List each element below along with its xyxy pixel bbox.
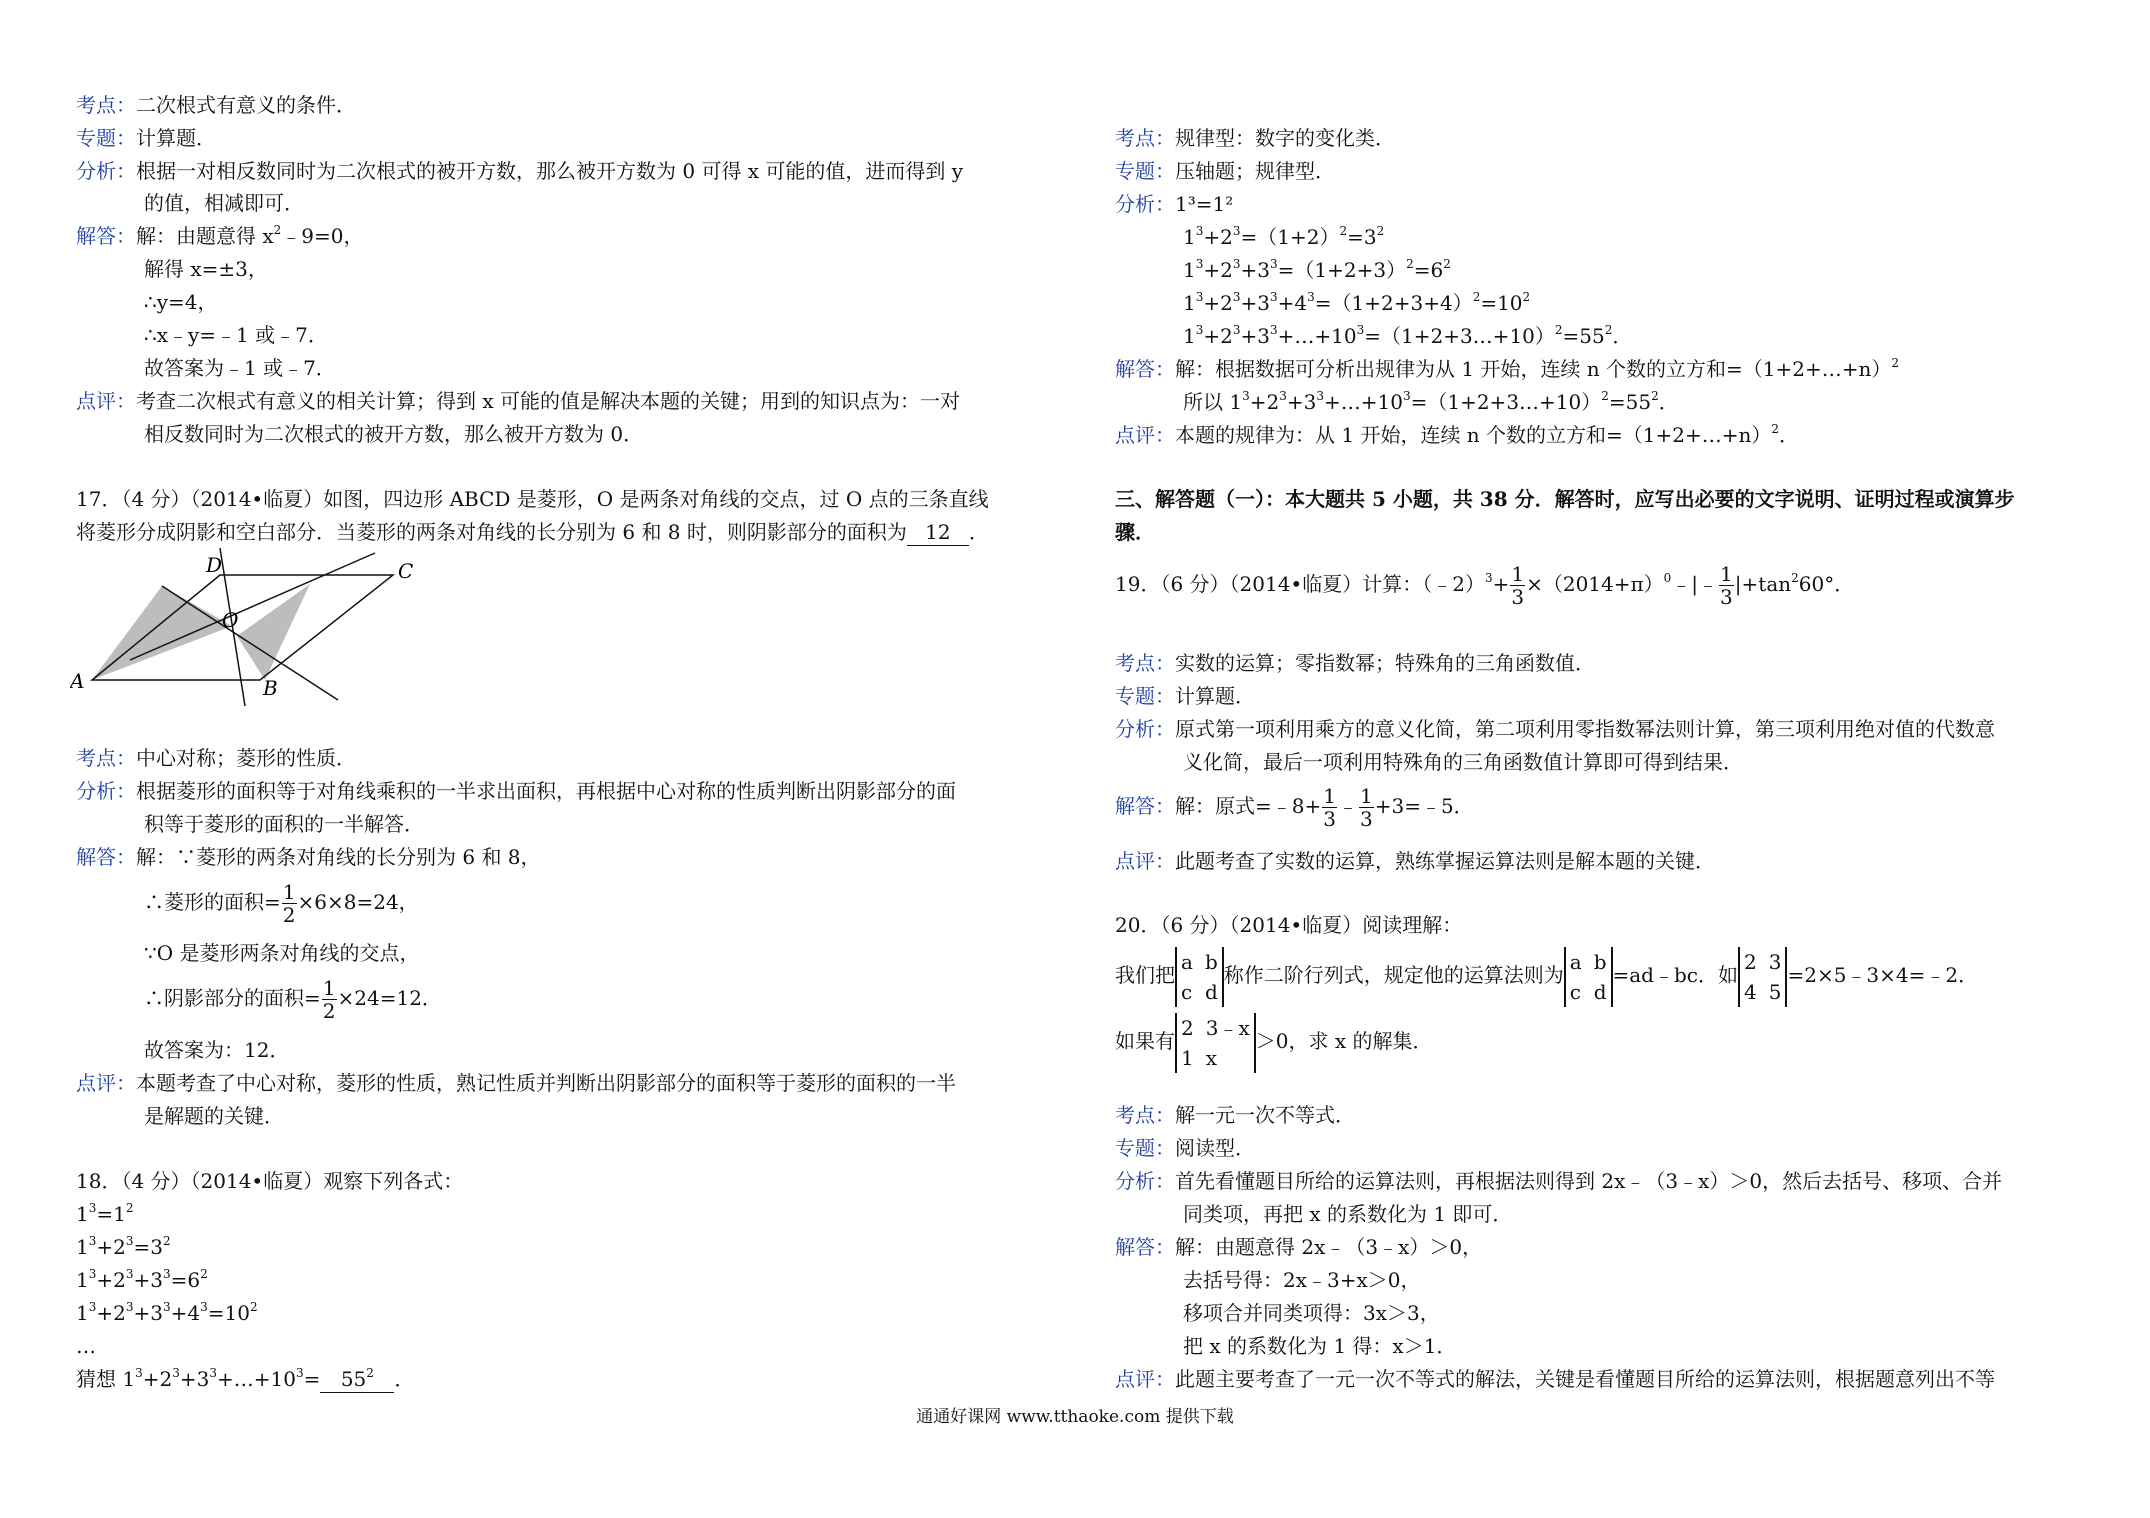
label-zhuanti: 专题：	[1115, 159, 1175, 183]
denominator: 3	[1323, 807, 1336, 831]
text: 计算题．	[1175, 684, 1255, 708]
t: +4	[170, 1301, 201, 1325]
kaodian-row	[1115, 1102, 1355, 1128]
shaded-right	[237, 584, 310, 680]
text: 义化简，最后一项利用特殊角的三角函数值计算即可得到结果．	[1183, 750, 1743, 774]
t: =10	[1480, 291, 1523, 315]
t: ＞0，求 x 的解集．	[1255, 1029, 1433, 1053]
pattern-line-1	[76, 1201, 134, 1227]
q17-text-2	[76, 519, 989, 546]
t: =	[303, 1367, 321, 1391]
vertex-C: C	[398, 559, 414, 583]
t: 1	[1183, 258, 1196, 282]
label-jieda: 解答：	[1115, 1235, 1175, 1259]
t: 猜想 1	[76, 1367, 136, 1391]
sup: 3	[125, 1300, 134, 1314]
sup: 2	[1604, 323, 1613, 337]
fenxi-line-4	[1183, 290, 1530, 316]
sup: 2	[1771, 422, 1780, 436]
guess-line	[76, 1366, 414, 1393]
label-fenxi: 分析：	[1115, 1169, 1175, 1193]
label-dianping: 点评：	[76, 1071, 136, 1095]
t: 60°．	[1798, 572, 1855, 596]
t: +2	[142, 1367, 173, 1391]
cell: x	[1205, 1045, 1218, 1070]
t: +3=﹣5．	[1374, 794, 1474, 818]
sup: 2	[366, 1366, 374, 1380]
text: 实数的运算；零指数幂；特殊角的三角函数值．	[1175, 651, 1595, 675]
t: +2	[96, 1268, 126, 1292]
label-fenxi: 分析：	[1115, 717, 1175, 741]
text: 积等于菱形的面积的一半解答．	[144, 812, 424, 836]
denominator: 2	[282, 903, 296, 927]
t: +	[1492, 572, 1510, 596]
area-formula	[144, 880, 419, 926]
t: +3	[133, 1268, 163, 1292]
text: 二次根式有意义的条件．	[136, 93, 356, 117]
t: +2	[1203, 225, 1233, 249]
q20-determinant-def	[1115, 942, 1978, 1008]
text: ∴菱形的面积=	[144, 890, 281, 914]
text: 1³=1²	[1175, 192, 1234, 216]
t: =（1+2+3…+10）	[1364, 324, 1555, 348]
label-zhuanti: 专题：	[1115, 1136, 1175, 1160]
pattern-line-2	[76, 1234, 171, 1260]
t: +2	[96, 1301, 126, 1325]
t: 如果有	[1115, 1029, 1175, 1053]
t: 1	[1183, 291, 1196, 315]
label-dianping: 点评：	[76, 389, 136, 413]
text: 解：∵菱形的两条对角线的长分别为 6 和 8，	[136, 845, 541, 869]
dianping-row	[1115, 422, 1799, 448]
label-fenxi: 分析：	[76, 159, 136, 183]
t: +2	[1203, 258, 1233, 282]
text: ∵O 是菱形两条对角线的交点，	[144, 941, 420, 965]
q17-text: 17．（4 分）（2014•临夏）如图，四边形 ABCD 是菱形，O 是两条对角线的交点，过 O 点的三条直线	[76, 487, 989, 511]
t: =6	[1413, 258, 1444, 282]
t: 55	[340, 1367, 367, 1391]
fenxi-row	[1115, 191, 1233, 217]
cell: 3	[1768, 949, 1782, 974]
t: 19．（6 分）（2014•临夏）计算：（﹣2）	[1115, 572, 1485, 596]
text: 故答案为﹣1 或﹣7．	[144, 356, 336, 380]
jieda-row	[1115, 784, 1474, 830]
text: ﹣9=0，	[281, 224, 364, 248]
cell: 2	[1181, 1015, 1194, 1040]
sup: 2	[1339, 224, 1348, 238]
ellipsis: …	[76, 1334, 96, 1358]
sup: 3	[1232, 290, 1241, 304]
vertex-A: A	[70, 669, 85, 693]
determinant	[1175, 1013, 1256, 1073]
t: +…+10	[216, 1367, 296, 1391]
t: +3	[133, 1301, 163, 1325]
sup: 2	[1601, 389, 1609, 403]
sup: 3	[1484, 571, 1493, 585]
text: 解：根据数据可分析出规律为从 1 开始，连续 n 个数的立方和=（1+2+…+n）	[1175, 357, 1892, 381]
cell: c	[1181, 979, 1193, 1004]
t: +3	[1240, 291, 1270, 315]
cell: a	[1181, 949, 1193, 974]
label-jieda: 解答：	[76, 845, 136, 869]
text: 解一元一次不等式．	[1175, 1103, 1355, 1127]
t: =3	[1347, 225, 1377, 249]
text: 去括号得：2x﹣3+x＞0，	[1183, 1268, 1421, 1292]
sup: 3	[125, 1267, 134, 1281]
t: =（1+2+3…+10）	[1410, 390, 1602, 414]
text: 此题考查了实数的运算，熟练掌握运算法则是解本题的关键．	[1175, 849, 1715, 873]
label-kaodian: 考点：	[76, 93, 136, 117]
t: 1	[76, 1268, 89, 1292]
fenxi-line-2	[1183, 224, 1384, 250]
zhuanti-row	[1115, 683, 1255, 709]
jieda-line-2	[1183, 389, 1679, 415]
sup: 2	[1522, 290, 1531, 304]
t: 1	[1183, 225, 1196, 249]
t: =55	[1562, 324, 1605, 348]
t: +2	[1203, 291, 1233, 315]
fraction	[1359, 785, 1374, 830]
fraction	[282, 881, 297, 926]
sup: 3	[1195, 257, 1204, 271]
t: 1	[76, 1202, 89, 1226]
text: 压轴题；规律型．	[1175, 159, 1335, 183]
t: +2	[96, 1235, 126, 1259]
cell: a	[1569, 949, 1582, 974]
sup: 3	[1269, 290, 1278, 304]
t: ×（2014+π）	[1526, 572, 1664, 596]
t: +…+10	[1323, 390, 1403, 414]
dianping-row	[1115, 1366, 1995, 1392]
sup: 3	[1356, 323, 1365, 337]
determinant	[1564, 947, 1613, 1007]
cell: 4	[1744, 979, 1757, 1004]
sup: 3	[209, 1366, 217, 1380]
sup: 3	[125, 1234, 134, 1248]
sup: 3	[1195, 224, 1204, 238]
text: ×24=12．	[337, 986, 442, 1010]
text: ∴y=4，	[144, 290, 218, 314]
text: 解：由题意得 2x﹣（3﹣x）＞0，	[1175, 1235, 1483, 1259]
sup: 3	[1232, 323, 1241, 337]
sup: 3	[1279, 389, 1287, 403]
t: +3	[1240, 324, 1270, 348]
t: ．	[1779, 423, 1800, 447]
fenxi-row	[1115, 1168, 2002, 1194]
numerator: 1	[1720, 562, 1733, 586]
text: ．	[968, 520, 989, 544]
sup: 2	[1472, 290, 1481, 304]
sup: 2	[1376, 224, 1385, 238]
label-kaodian: 考点：	[1115, 651, 1175, 675]
t: ﹣	[1337, 794, 1358, 818]
numerator: 1	[1359, 784, 1373, 808]
shaded-left	[92, 586, 232, 680]
t: =1	[96, 1202, 126, 1226]
pattern-line-3	[76, 1267, 208, 1293]
sup: 3	[1269, 257, 1278, 271]
sup: 3	[88, 1234, 97, 1248]
text: 考查二次根式有意义的相关计算；得到 x 可能的值是解决本题的关键；用到的知识点为：一对	[136, 389, 960, 413]
fenxi-row	[1115, 716, 1995, 742]
t: =（1+2+3+4）	[1314, 291, 1473, 315]
cell: c	[1569, 979, 1581, 1004]
fraction	[1322, 785, 1337, 830]
sup: 3	[295, 1366, 304, 1380]
cell: b	[1204, 949, 1218, 974]
numerator: 1	[1511, 562, 1525, 586]
line-3	[162, 586, 338, 700]
numerator: 1	[282, 880, 296, 904]
text: ∴阴影部分的面积=	[144, 986, 321, 1010]
kaodian-row	[76, 92, 356, 118]
t: ．	[1658, 390, 1679, 414]
shaded-area-formula	[144, 976, 442, 1022]
t: 我们把	[1115, 963, 1175, 987]
label-jieda: 解答：	[1115, 794, 1175, 818]
text: 阅读型．	[1175, 1136, 1255, 1160]
t: =（1+2）	[1240, 225, 1340, 249]
t: +3	[1286, 390, 1317, 414]
cell: 3﹣x	[1205, 1015, 1250, 1040]
t: =2×5﹣3×4=﹣2．	[1787, 963, 1979, 987]
text: 解得 x=±3，	[144, 257, 268, 281]
answer-blank: 12	[907, 519, 969, 546]
denominator: 2	[322, 999, 336, 1023]
cell: 2	[1744, 949, 1757, 974]
text: 的值，相减即可．	[144, 191, 304, 215]
numerator: 1	[322, 976, 336, 1000]
answer-blank	[320, 1366, 394, 1393]
section-heading: 三、解答题（一）：本大题共 5 小题，共 38 分．解答时，应写出必要的文字说明、证明过程或演算步	[1115, 487, 2015, 511]
sup: 3	[135, 1366, 143, 1380]
sup: 3	[162, 1300, 171, 1314]
text: 根据一对相反数同时为二次根式的被开方数，那么被开方数为 0 可得 x 可能的值，进而得到 y	[136, 159, 964, 183]
t: 解：原式=﹣8+	[1175, 794, 1322, 818]
determinant	[1738, 947, 1787, 1007]
vertex-D: D	[206, 553, 223, 577]
q19-text	[1115, 562, 1854, 608]
text: 计算题．	[136, 126, 216, 150]
sup: 3	[162, 1267, 171, 1281]
denominator: 3	[1359, 807, 1373, 831]
denominator: 3	[1511, 585, 1525, 609]
label-jieda: 解答：	[1115, 357, 1175, 381]
sup: 3	[172, 1366, 180, 1380]
text: 同类项，再把 x 的系数化为 1 即可．	[1183, 1202, 1513, 1226]
sup: 2	[162, 1234, 171, 1248]
label-dianping: 点评：	[1115, 1367, 1175, 1391]
fenxi-row	[76, 158, 963, 184]
sup: 2	[1891, 356, 1900, 370]
fenxi-line-5	[1183, 323, 1632, 349]
text: 把 x 的系数化为 1 得：x＞1．	[1183, 1334, 1457, 1358]
text: 移项合并同类项得：3x＞3，	[1183, 1301, 1440, 1325]
text: 相反数同时为二次根式的被开方数，那么被开方数为 0．	[144, 422, 644, 446]
sup: 2	[1651, 389, 1659, 403]
sup: 2	[1791, 571, 1799, 585]
t: +…+10	[1277, 324, 1357, 348]
t: +3	[179, 1367, 210, 1391]
t: =3	[133, 1235, 163, 1259]
dianping-row	[76, 1070, 956, 1096]
text: 中心对称；菱形的性质．	[136, 746, 356, 770]
cell: d	[1593, 979, 1607, 1004]
kaodian-row	[1115, 650, 1595, 676]
t: +2	[1249, 390, 1280, 414]
t: ﹣|﹣	[1671, 572, 1719, 596]
label-kaodian: 考点：	[1115, 126, 1175, 150]
sup: 3	[1195, 290, 1204, 304]
label-kaodian: 考点：	[1115, 1103, 1175, 1127]
sup: 0	[1663, 571, 1672, 585]
jieda-row	[76, 844, 541, 870]
cell: b	[1593, 949, 1607, 974]
t: ．	[394, 1367, 415, 1391]
fraction	[1719, 563, 1734, 608]
label-dianping: 点评：	[1115, 423, 1175, 447]
t: =ad﹣bc．如	[1612, 963, 1738, 987]
text: 故答案为：12．	[144, 1038, 290, 1062]
text: 此题主要考查了一元一次不等式的解法，关键是看懂题目所给的运算法则，根据题意列出不等	[1175, 1367, 1995, 1391]
cell: 5	[1768, 979, 1782, 1004]
t: =（1+2+3）	[1277, 258, 1407, 282]
t: 所以 1	[1183, 390, 1243, 414]
t: 1	[76, 1301, 89, 1325]
t: =10	[207, 1301, 250, 1325]
t: =6	[170, 1268, 201, 1292]
rhombus-figure	[70, 548, 430, 708]
t: +2	[1203, 324, 1233, 348]
label-zhuanti: 专题：	[1115, 684, 1175, 708]
q20-condition	[1115, 1008, 1432, 1074]
sup: 3	[1269, 323, 1278, 337]
zhuanti-row	[76, 125, 216, 151]
text: 解：由题意得 x	[136, 224, 274, 248]
dianping-row	[1115, 848, 1715, 874]
label-jieda: 解答：	[76, 224, 136, 248]
fraction	[1510, 563, 1525, 608]
kaodian-row	[76, 745, 356, 771]
t: ．	[1612, 324, 1633, 348]
point-O: O	[222, 608, 239, 632]
t: +4	[1277, 291, 1308, 315]
sup: 3	[1316, 389, 1324, 403]
label-dianping: 点评：	[1115, 849, 1175, 873]
sup: 3	[1242, 389, 1250, 403]
sup: 3	[1402, 389, 1411, 403]
pattern-line-4	[76, 1300, 258, 1326]
q20-text: 20．（6 分）（2014•临夏）阅读理解：	[1115, 913, 1463, 937]
sup: 2	[200, 1267, 208, 1281]
sup: 3	[1307, 290, 1315, 304]
jieda-row	[1115, 1234, 1482, 1260]
label-kaodian: 考点：	[76, 746, 136, 770]
sup: 3	[1232, 224, 1241, 238]
sup: 2	[1554, 323, 1563, 337]
text: 本题的规律为：从 1 开始，连续 n 个数的立方和=（1+2+…+n）	[1175, 423, 1772, 447]
sup: 2	[125, 1201, 134, 1215]
text: 首先看懂题目所给的运算法则，再根据法则得到 2x﹣（3﹣x）＞0，然后去括号、移项、合并	[1175, 1169, 2003, 1193]
t: |+tan	[1734, 572, 1792, 596]
t: 1	[1183, 324, 1196, 348]
sup: 3	[88, 1201, 97, 1215]
t: +3	[1240, 258, 1270, 282]
page-footer: 通通好课网 www.tthaoke.com 提供下载	[916, 1407, 1234, 1427]
text: ×6×8=24，	[297, 890, 419, 914]
text: 根据菱形的面积等于对角线乘积的一半求出面积，再根据中心对称的性质判断出阴影部分的面	[136, 779, 956, 803]
jieda-row	[1115, 356, 1899, 382]
numerator: 1	[1323, 784, 1336, 808]
sup: 3	[1195, 323, 1204, 337]
text: 是解题的关键．	[144, 1104, 284, 1128]
dianping-row	[76, 388, 960, 414]
label-fenxi: 分析：	[1115, 192, 1175, 216]
jieda-row	[76, 223, 364, 249]
cell: 1	[1181, 1045, 1194, 1070]
q18-text: 18．（4 分）（2014•临夏）观察下列各式：	[76, 1169, 464, 1193]
zhuanti-row	[1115, 158, 1335, 184]
text: 原式第一项利用乘方的意义化简，第二项利用零指数幂法则计算，第三项利用绝对值的代数意	[1175, 717, 1995, 741]
zhuanti-row	[1115, 1135, 1255, 1161]
label-zhuanti: 专题：	[76, 126, 136, 150]
sup: 2	[273, 223, 282, 237]
sup: 3	[200, 1300, 208, 1314]
text: ∴x﹣y=﹣1 或﹣7．	[144, 323, 328, 347]
determinant	[1175, 947, 1224, 1007]
t: 称作二阶行列式，规定他的运算法则为	[1223, 963, 1564, 987]
sup: 2	[1443, 257, 1451, 271]
text: 将菱形分成阴影和空白部分．当菱形的两条对角线的长分别为 6 和 8 时，则阴影部分的面积为	[76, 520, 907, 544]
kaodian-row	[1115, 125, 1395, 151]
t: 1	[76, 1235, 89, 1259]
sup: 2	[1406, 257, 1414, 271]
fraction	[322, 977, 337, 1022]
sup: 2	[249, 1300, 258, 1314]
text: 本题考查了中心对称，菱形的性质，熟记性质并判断出阴影部分的面积等于菱形的面积的一半	[136, 1071, 956, 1095]
sup: 3	[88, 1300, 97, 1314]
t: =55	[1608, 390, 1652, 414]
vertex-B: B	[263, 676, 278, 700]
sup: 3	[1232, 257, 1241, 271]
sup: 3	[88, 1267, 97, 1281]
cell: d	[1204, 979, 1218, 1004]
fenxi-row	[76, 778, 956, 804]
denominator: 3	[1720, 585, 1733, 609]
section-heading-2: 骤．	[1115, 520, 1155, 544]
label-fenxi: 分析：	[76, 779, 136, 803]
fenxi-line-3	[1183, 257, 1451, 283]
text: 规律型：数字的变化类．	[1175, 126, 1395, 150]
